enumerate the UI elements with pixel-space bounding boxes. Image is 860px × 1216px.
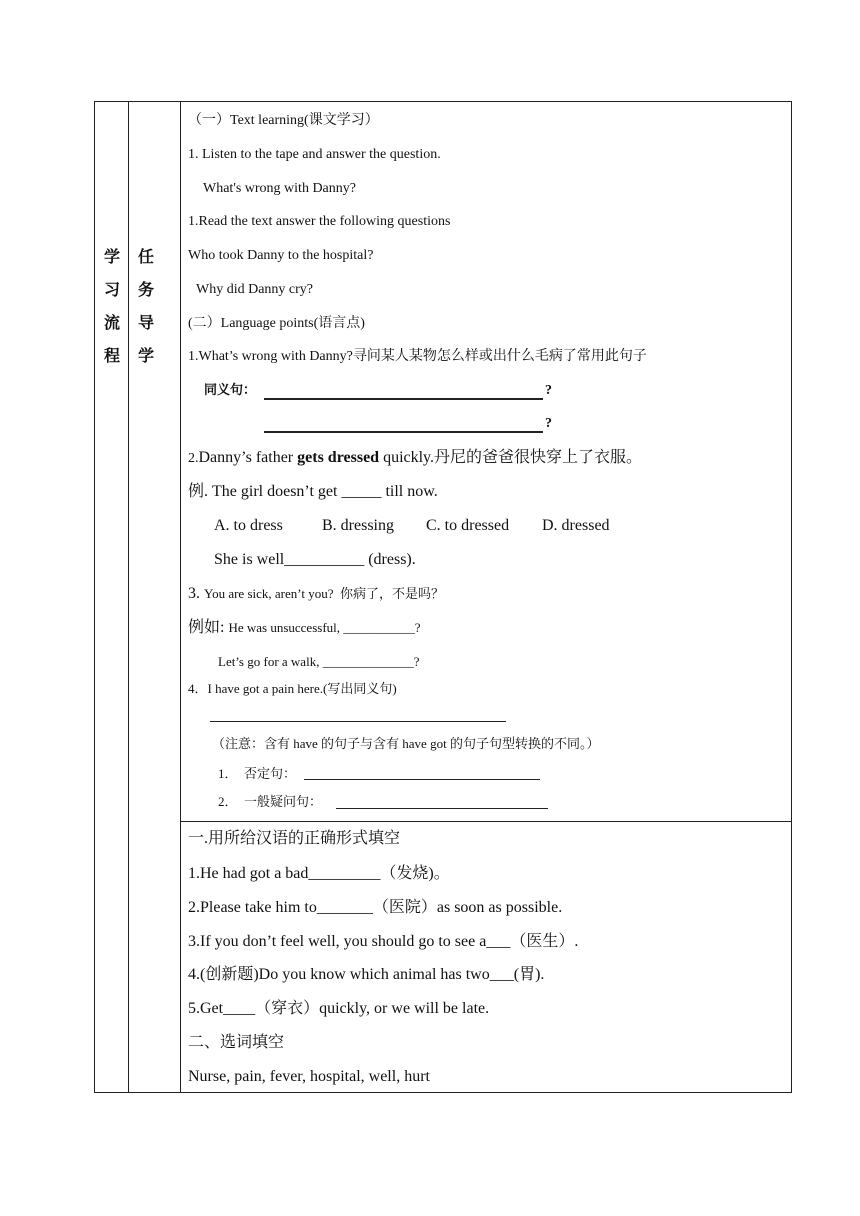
- example-line: [188, 619, 421, 638]
- language-point: [188, 585, 444, 604]
- answer-blank[interactable]: [304, 779, 540, 780]
- answer-blank[interactable]: [264, 431, 543, 433]
- synonym-label: 同义句：: [204, 383, 257, 398]
- section-heading: (二）Language points(语言点): [188, 316, 365, 331]
- example-text: He was unsuccessful, ___________?: [228, 620, 421, 635]
- language-point: 1.What’s wrong with Danny?寻问某人某物怎么样或出什么毛病了常用此句子: [188, 349, 647, 364]
- side-label-process: [101, 240, 123, 372]
- example-line: Let’s go for a walk, ______________?: [218, 654, 420, 669]
- question-line: What's wrong with Danny?: [203, 181, 356, 196]
- question-line: Why did Danny cry?: [196, 282, 314, 297]
- question-line: 1. Listen to the tape and answer the question.: [188, 147, 441, 162]
- lp-keyword: gets dressed: [297, 449, 380, 466]
- example-line: 例. The girl doesn’t get _____ till now.: [188, 483, 438, 500]
- question-mark: ?: [545, 416, 552, 431]
- lp-text: You are sick, aren’t you? 你病了，不是吗？: [204, 586, 444, 601]
- exercise-item: 5.Get____（穿衣）quickly, or we will be late.: [188, 1000, 490, 1017]
- answer-blank[interactable]: [336, 808, 548, 809]
- column-divider: [180, 102, 181, 1092]
- question-line: Who took Danny to the hospital?: [188, 248, 374, 263]
- lp-text: quickly.丹尼的爸爸很快穿上了衣服。: [379, 449, 643, 466]
- option-b: B. dressing: [322, 517, 394, 534]
- example-prefix: 例如:: [188, 619, 229, 636]
- section-heading: （一）Text learning(课文学习）: [188, 113, 379, 128]
- question-line: 1.Read the text answer the following questions: [188, 214, 451, 229]
- answer-blank[interactable]: [210, 721, 506, 722]
- lp-number: 3.: [188, 585, 204, 602]
- exercise-item: 1.He had got a bad_________（发烧)。: [188, 865, 450, 882]
- side-char: 务: [137, 280, 154, 299]
- side-label-task: [135, 240, 157, 372]
- exercise-item: 3.If you don’t feel well, you should go to see a___（医生）.: [188, 933, 579, 950]
- side-char: 习: [103, 280, 120, 299]
- language-point: [188, 449, 642, 468]
- lp-text: Danny’s father: [198, 449, 298, 466]
- language-point: 4．I have got a pain here.(写出同义句): [188, 681, 397, 696]
- exercise-item: 2.Please take him to_______（医院）as soon as possible.: [188, 899, 563, 916]
- row-divider: [181, 821, 791, 822]
- exercise-title: 一.用所给汉语的正确形式填空: [188, 830, 401, 847]
- side-char: 程: [103, 346, 120, 365]
- exercise-item: 4.(创新题)Do you know which animal has two___(胃).: [188, 966, 545, 983]
- column-divider: [128, 102, 129, 1092]
- question-mark: ?: [545, 383, 552, 398]
- side-char: 学: [103, 247, 120, 266]
- example-line: She is well__________ (dress).: [214, 551, 416, 568]
- answer-blank[interactable]: [264, 398, 543, 400]
- side-char: 任: [137, 247, 154, 266]
- option-c: C. to dressed: [426, 517, 510, 534]
- exercise-title: 二、选词填空: [188, 1034, 285, 1051]
- side-char: 学: [137, 346, 154, 365]
- word-bank: Nurse, pain, fever, hospital, well, hurt: [188, 1068, 430, 1085]
- lp-number: 2.: [188, 451, 199, 466]
- side-char: 流: [103, 313, 120, 332]
- general-question-label: 2． 一般疑问句：: [218, 794, 323, 809]
- side-char: 导: [137, 313, 154, 332]
- negative-label: 1． 否定句：: [218, 766, 297, 781]
- option-d: D. dressed: [542, 517, 610, 534]
- option-a: A. to dress: [214, 517, 283, 534]
- note-line: （注意：含有 have 的句子与含有 have got 的句子句型转换的不同。）: [212, 736, 600, 751]
